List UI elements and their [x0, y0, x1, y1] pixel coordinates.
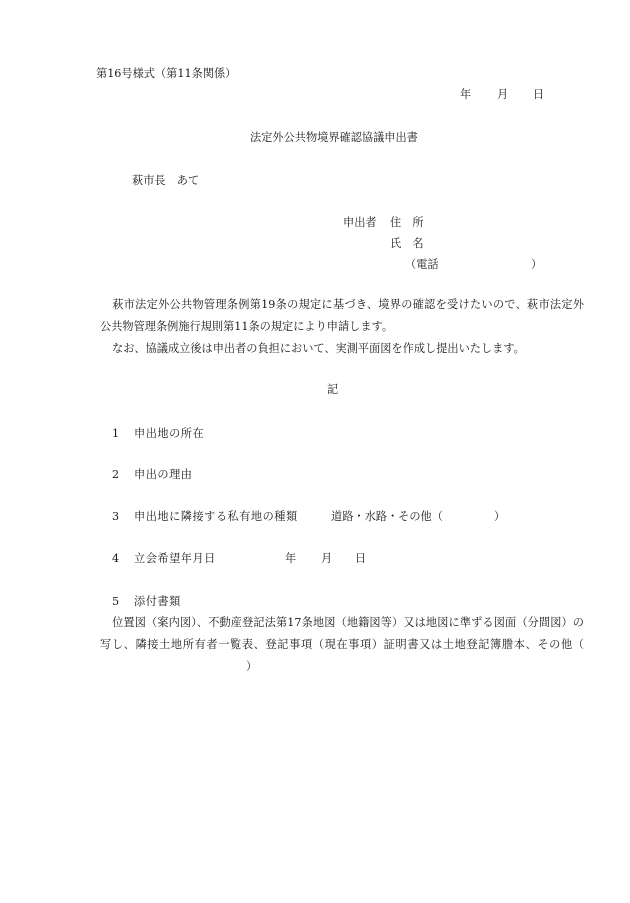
applicant-phone-close: ）	[531, 258, 543, 271]
item-4-number: 4	[112, 552, 120, 565]
item-5-number: 5	[112, 595, 120, 608]
body-paragraph-2	[100, 338, 584, 360]
attachments-close: ）	[246, 660, 258, 673]
date-day-label: 日	[533, 88, 545, 101]
applicant-name-label: 氏 名	[390, 237, 424, 250]
attachments-paragraph	[100, 612, 584, 678]
item-1-label: 申出地の所在	[134, 427, 205, 440]
item-3-label: 申出地に隣接する私有地の種類	[134, 510, 298, 523]
body-paragraph-2-text: なお、協議成立後は申出者の負担において、実測平面図を作成し提出いたします。	[112, 342, 525, 355]
document-title: 法定外公共物境界確認協議申出書	[250, 131, 418, 144]
record-heading: 記	[327, 383, 339, 396]
item-1-number: 1	[112, 427, 120, 440]
item-5-label: 添付書類	[134, 595, 181, 608]
item-3-close: ）	[494, 510, 506, 523]
item-4-day-label: 日	[355, 552, 367, 565]
body-paragraph-1-text: 萩市法定外公共物管理条例第19条の規定に基づき、境界の確認を受けたいので、萩市法定外公共物管理条例施行規則第11条の規定により申請します。	[100, 298, 584, 333]
applicant-address-label: 住 所	[390, 216, 424, 229]
item-3-value: 道路・水路・その他（	[331, 510, 443, 523]
item-2-label: 申出の理由	[134, 468, 193, 481]
applicant-role-label: 申出者	[343, 216, 377, 229]
item-4-month-label: 月	[321, 552, 333, 565]
date-year-label: 年	[460, 88, 472, 101]
date-month-label: 月	[497, 88, 509, 101]
applicant-phone-open: （電話	[405, 258, 439, 271]
addressee: 萩市長 あて	[132, 174, 200, 187]
item-4-year-label: 年	[285, 552, 297, 565]
body-paragraph-1	[100, 294, 584, 338]
item-2-number: 2	[112, 468, 120, 481]
attachments-text: 位置図（案内図）、不動産登記法第17条地図（地籍図等）又は地図に準ずる図面（分間図）の写し、隣接土地所有者一覧表、登記事項（現在事項）証明書又は土地登記簿謄本、その他（	[100, 616, 584, 651]
item-4-label: 立会希望年月日	[134, 552, 216, 565]
form-number: 第16号様式（第11条関係）	[96, 67, 237, 80]
item-3-number: 3	[112, 510, 120, 523]
